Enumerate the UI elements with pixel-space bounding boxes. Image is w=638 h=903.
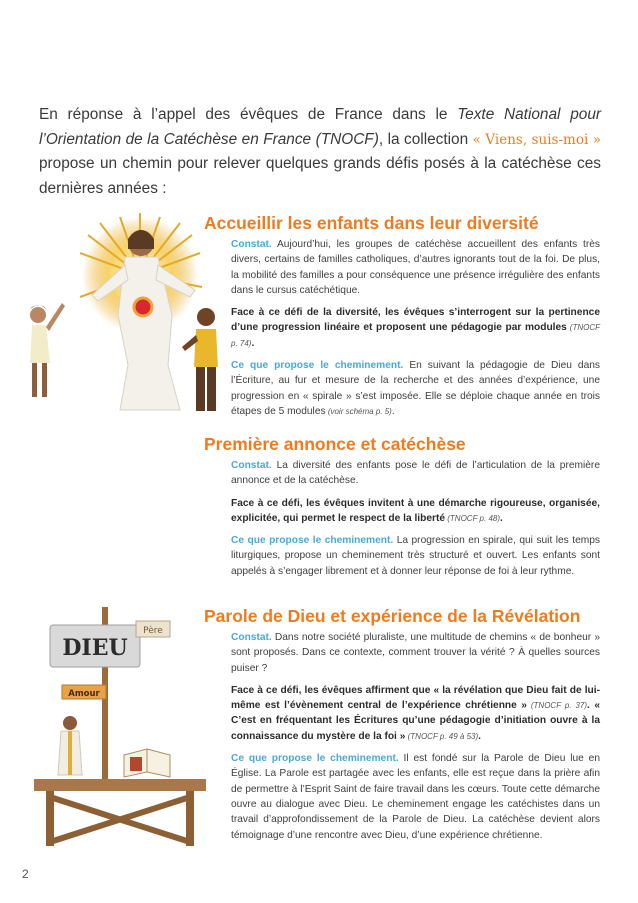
propose-paragraph: Ce que propose le cheminement. Il est fondé sur la Parole de Dieu lue en Église. La Parole est partagée avec les enfants, elle est reçue dans la prière afin de permettre à l’Esprit Saint de faire travail dans les cœurs. Toute cette démarche ouvre au dialogue avec Dieu. Le cheminement engage les catéchistes dans un travail d’approfondissement de la Parole de Dieu. La catéchèse devient alors témoignage d’une rencontre avec Dieu, d’une expérience chrétienne.: [231, 753, 600, 841]
intro-text-3: propose un chemin pour relever quelques grands défis posés à la catéchèse ces dernières années :: [39, 155, 601, 197]
page-number: 2: [22, 867, 29, 881]
sign-amour: Amour: [68, 689, 100, 699]
propose-paragraph: Ce que propose le cheminement. La progression en spirale, qui suit les temps liturgiques, propose un cheminement très structuré et ouvert. Les enfants sont appelés à s’engager librement et à donner leur réponse de foi à leur rythme.: [231, 535, 600, 577]
intro-paragraph: [39, 103, 601, 201]
constat-paragraph: Constat. Aujourd’hui, les groupes de catéchèse accueillent des enfants très divers, certains de familles catholiques, d’autres ignorants tout de la foi. De plus, la mobilité des familles a pour conséquence une présence irrégulière des enfants dans le cursus catéchétique.: [231, 239, 600, 296]
sacred-heart: [134, 298, 152, 316]
section-body: [231, 630, 600, 843]
jesus-figure: [58, 716, 82, 775]
intro-text-2: , la collection: [378, 130, 473, 148]
wooden-table: [34, 779, 206, 791]
sign-pere: Père: [143, 626, 163, 636]
section-body: [231, 237, 600, 419]
open-bible: [124, 749, 170, 777]
eveques-paragraph: Face à ce défi, les évêques invitent à une démarche rigoureuse, organisée, explicitée, qui permet le respect de la liberté (TNOCF p. 48).: [231, 497, 600, 524]
parole-de-dieu-illustration: [32, 597, 212, 852]
section-body: [231, 458, 600, 579]
propose-paragraph: Ce que propose le cheminement. En suivant la pédagogie de Dieu dans l’Écriture, au fur et mesure de la recherche et des années d’expérience, une progression en « spirale » s’est imposée. Elle se déploie chaque année en trois étapes de 5 modules (voir schéma p. 5).: [231, 360, 600, 417]
risen-christ-illustration: [10, 205, 225, 427]
constat-paragraph: Constat. La diversité des enfants pose le défi de l’articulation de la première annonce et de la catéchèse.: [231, 460, 600, 487]
section-parole-de-dieu: [204, 605, 600, 850]
intro-text-1: En réponse à l’appel des évêques de France dans le: [39, 106, 458, 123]
section-heading: Première annonce et catéchèse: [204, 434, 466, 454]
child-girl: [30, 303, 65, 397]
section-premiere-annonce: [204, 433, 600, 586]
intro-document-title: Texte National pour l’Orientation de la Catéchèse en France (TNOCF): [39, 106, 601, 148]
sign-dieu: DIEU: [62, 635, 128, 661]
section-heading: Parole de Dieu et expérience de la Révélation: [204, 606, 581, 626]
section-diversite: [204, 212, 600, 426]
section-heading: Accueillir les enfants dans leur diversité: [204, 213, 539, 233]
constat-paragraph: Constat. Dans notre société pluraliste, une multitude de chemins « de bonheur » sont proposés. Dans ce contexte, comment trouver la vérité ? À quelles sources puiser ?: [231, 632, 600, 674]
eveques-paragraph: Face à ce défi de la diversité, les évêques s’interrogent sur la pertinence d’une progression linéaire et proposent une pédagogie par modules (TNOCF p. 74).: [231, 307, 601, 349]
collection-name: « Viens, suis-moi »: [472, 131, 601, 148]
eveques-paragraph: Face à ce défi, les évêques affirment que « la révélation que Dieu fait de lui-même est l’évènement central de l’expérience chrétienne » (TNOCF p. 37). « C’est en fréquentant les Écritures qu’une pédagogie d’initiation ouvre à la connaissance du mystère de la foi » (TNOCF p. 49 à 53).: [231, 684, 600, 742]
